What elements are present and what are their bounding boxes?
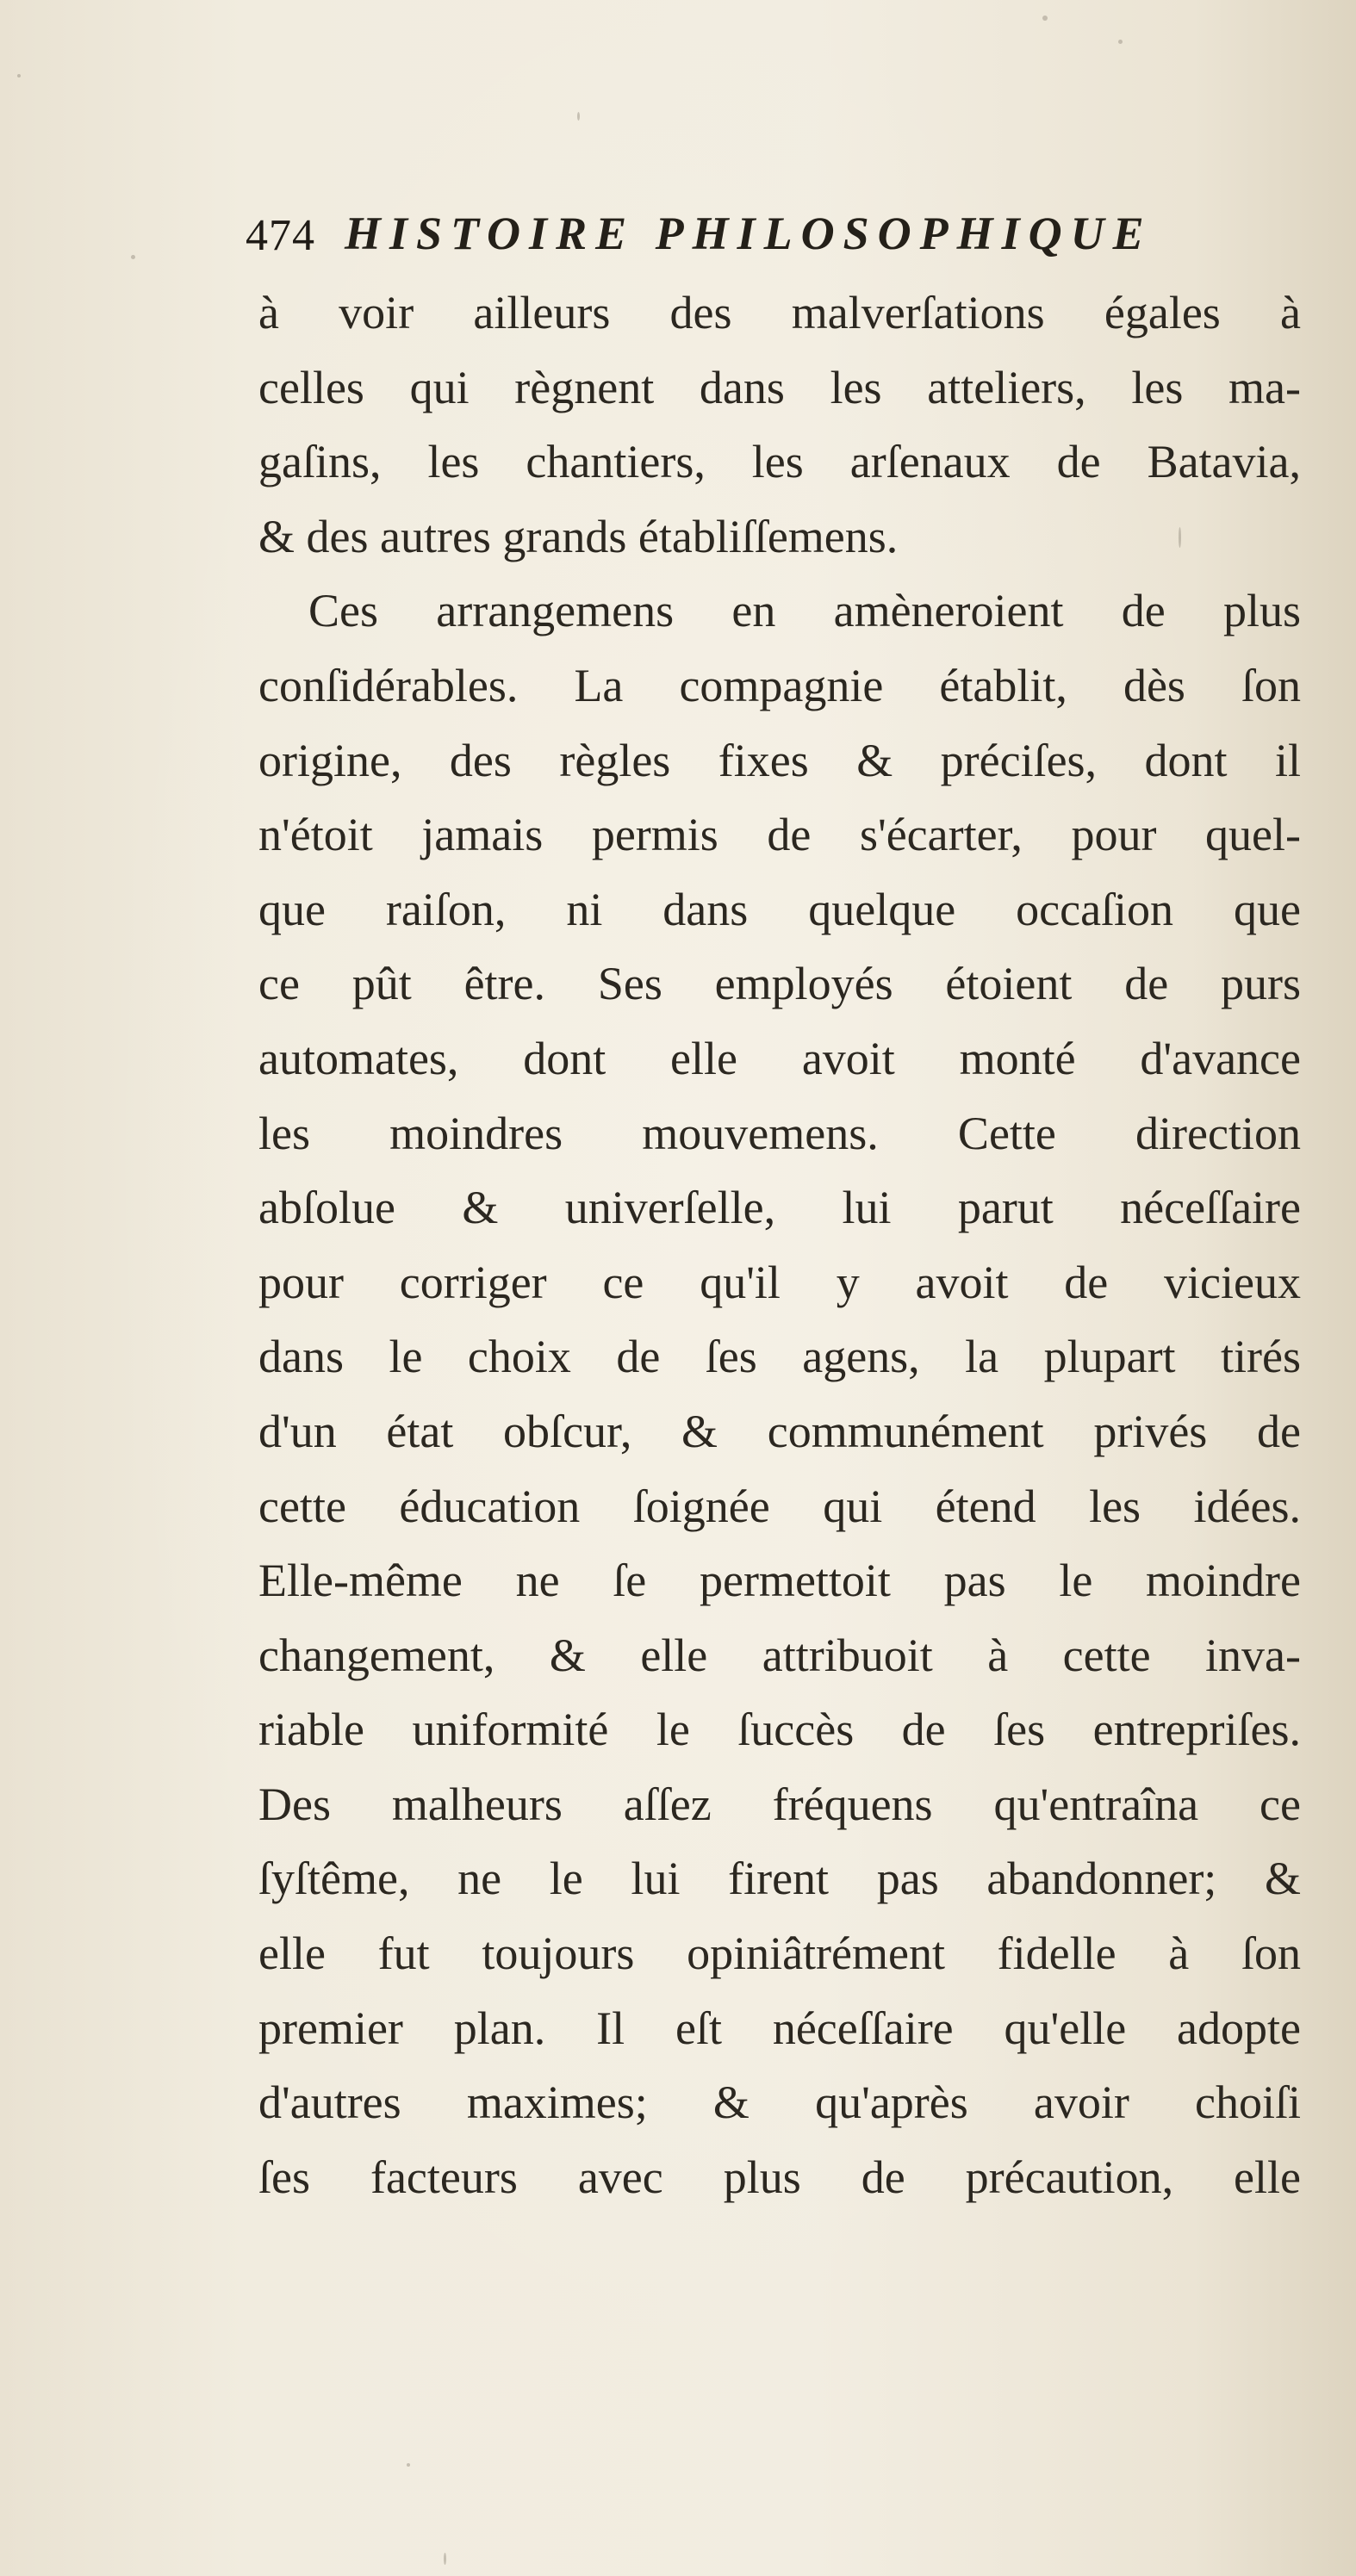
paper-speck — [1179, 527, 1181, 548]
text-line: Des malheurs aſſez fréquens qu'entraîna ce — [258, 1778, 1301, 1830]
text-line: à voir ailleurs des malverſations égales à — [258, 287, 1301, 338]
text-line: & des autres grands établiſſemens. — [258, 510, 899, 562]
text-line: d'autres maximes; & qu'après avoir choiſi — [258, 2076, 1301, 2129]
paper-speck — [1118, 40, 1123, 44]
text-line: premier plan. Il eſt néceſſaire qu'elle adopte — [258, 2002, 1301, 2054]
page-number: 474 — [246, 211, 315, 260]
text-line: riable uniformité le ſuccès de ſes entrepriſes. — [258, 1704, 1301, 1756]
text-line: Ces arrangemens en amèneroient de plus — [308, 585, 1301, 637]
text-line: origine, des règles fixes & préciſes, dont il — [258, 734, 1301, 786]
text-line: pour corriger ce qu'il y avoit de vicieux — [258, 1256, 1301, 1308]
paper-speck — [1042, 16, 1048, 21]
text-line: ſes facteurs avec plus de précaution, elle — [258, 2151, 1301, 2203]
text-line: abſolue & univerſelle, lui parut néceſſaire — [258, 1182, 1301, 1234]
text-line: celles qui règnent dans les atteliers, les ma- — [258, 361, 1301, 413]
text-line: changement, & elle attribuoit à cette inva- — [258, 1629, 1301, 1681]
body-text — [258, 276, 1301, 2214]
text-line: gaſins, les chantiers, les arſenaux de Batavia, — [258, 436, 1301, 488]
paper-speck — [131, 255, 135, 259]
text-line: les moindres mouvemens. Cette direction — [258, 1107, 1301, 1159]
text-line: Elle-même ne ſe permettoit pas le moindre — [258, 1555, 1301, 1607]
running-title: HISTOIRE PHILOSOPHIQUE — [345, 208, 1153, 259]
text-line: d'un état obſcur, & communément privés de — [258, 1405, 1301, 1457]
text-line: ſyſtême, ne le lui firent pas abandonner; & — [258, 1853, 1301, 1905]
paper-speck — [577, 112, 580, 121]
text-line: automates, dont elle avoit monté d'avance — [258, 1032, 1301, 1084]
text-line: cette éducation ſoignée qui étend les idées. — [258, 1480, 1301, 1532]
text-line: que raiſon, ni dans quelque occaſion que — [258, 883, 1301, 935]
text-line: ce pût être. Ses employés étoient de purs — [258, 958, 1301, 1010]
running-head — [246, 203, 1305, 272]
text-line: dans le choix de ſes agens, la plupart tirés — [258, 1331, 1301, 1383]
paper-speck — [407, 2463, 410, 2467]
paper-speck — [17, 74, 21, 78]
text-line: n'étoit jamais permis de s'écarter, pour quel- — [258, 809, 1301, 861]
text-line: conſidérables. La compagnie établit, dès ſon — [258, 659, 1301, 711]
text-line: elle fut toujours opiniâtrément fidelle à ſon — [258, 1927, 1301, 1980]
paper-speck — [444, 2553, 446, 2565]
